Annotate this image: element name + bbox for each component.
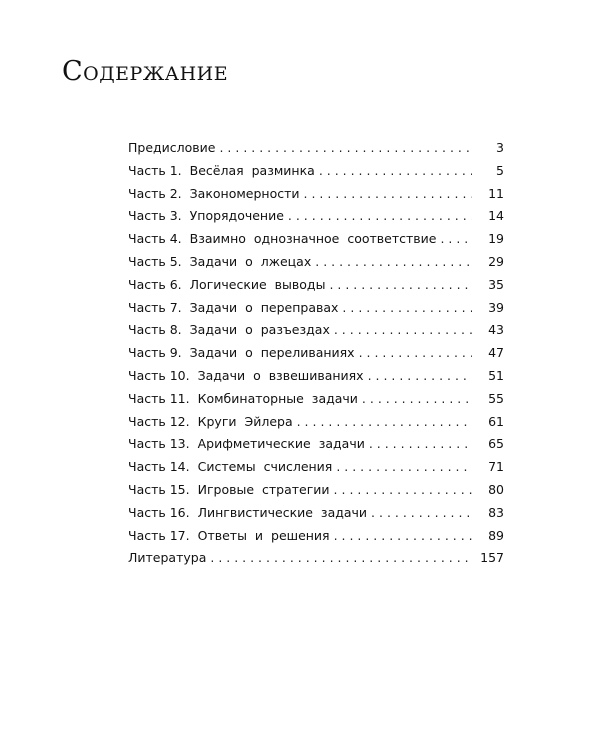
toc-entry-page-number: 83 xyxy=(488,504,504,520)
toc-entry-title: Задачи о переправах xyxy=(189,299,339,315)
toc-entry-title: Круги Эйлера xyxy=(197,413,293,429)
toc-dot-leader xyxy=(334,482,472,497)
toc-entry-page-number: 35 xyxy=(488,276,504,292)
toc-entry-title: Задачи о переливаниях xyxy=(189,345,355,361)
toc-entry-page-number: 71 xyxy=(488,459,504,475)
toc-entry-title: Упорядочение xyxy=(189,208,284,224)
toc-entry[interactable] xyxy=(128,208,504,231)
toc-entry-part-number: Часть 1. xyxy=(128,162,182,178)
toc-entry-part-number: Часть 11. xyxy=(128,390,190,406)
toc-entry[interactable] xyxy=(128,368,504,391)
toc-entry-part-number: Часть 10. xyxy=(128,367,190,383)
toc-entry-page-number: 55 xyxy=(488,390,504,406)
toc-entry[interactable] xyxy=(128,436,504,459)
toc-entry[interactable] xyxy=(128,459,504,482)
toc-entry-part-number: Часть 17. xyxy=(128,527,190,543)
toc-entry[interactable] xyxy=(128,231,504,254)
toc-entry[interactable] xyxy=(128,345,504,368)
table-of-contents xyxy=(128,140,504,573)
toc-dot-leader xyxy=(315,254,472,269)
toc-dot-leader xyxy=(329,277,472,292)
toc-dot-leader xyxy=(334,528,472,543)
toc-entry-part-number: Часть 13. xyxy=(128,436,190,452)
toc-entry-page-number: 11 xyxy=(488,185,504,201)
toc-entry-part-number: Часть 3. xyxy=(128,208,182,224)
toc-dot-leader xyxy=(369,436,472,451)
toc-entry-title: Ответы и решения xyxy=(197,527,330,543)
toc-dot-leader xyxy=(334,322,472,337)
toc-entry-page-number: 47 xyxy=(488,345,504,361)
toc-dot-leader xyxy=(210,550,472,565)
toc-entry-part-number: Часть 9. xyxy=(128,345,182,361)
toc-entry-page-number: 43 xyxy=(488,322,504,338)
toc-entry-title: Логические выводы xyxy=(189,276,326,292)
toc-entry[interactable] xyxy=(128,528,504,551)
toc-entry-title: Задачи о лжецах xyxy=(189,253,312,269)
toc-entry-title: Взаимно однозначное соответствие xyxy=(189,231,437,247)
toc-dot-leader xyxy=(359,345,472,360)
toc-entry-part-number: Часть 8. xyxy=(128,322,182,338)
toc-entry[interactable] xyxy=(128,300,504,323)
toc-entry-title: Весёлая разминка xyxy=(189,162,315,178)
toc-entry[interactable] xyxy=(128,186,504,209)
toc-entry-page-number: 61 xyxy=(488,413,504,429)
toc-entry-title: Задачи о взвешиваниях xyxy=(197,367,364,383)
toc-entry-part-number: Часть 6. xyxy=(128,276,182,292)
toc-entry-title: Арифметические задачи xyxy=(197,436,365,452)
toc-dot-leader xyxy=(336,459,472,474)
toc-dot-leader xyxy=(304,186,472,201)
toc-entry[interactable] xyxy=(128,140,504,163)
toc-entry-title: Игровые стратегии xyxy=(197,481,330,497)
toc-dot-leader xyxy=(368,368,472,383)
toc-entry[interactable] xyxy=(128,505,504,528)
toc-dot-leader xyxy=(440,231,472,246)
toc-entry-page-number: 39 xyxy=(488,299,504,315)
toc-entry[interactable] xyxy=(128,414,504,437)
toc-entry-part-number: Часть 2. xyxy=(128,185,182,201)
toc-entry-page-number: 51 xyxy=(488,367,504,383)
toc-dot-leader xyxy=(371,505,472,520)
toc-entry-title: Системы счисления xyxy=(197,459,333,475)
toc-entry-title: Лингвистические задачи xyxy=(197,504,368,520)
toc-entry-title: Задачи о разъездах xyxy=(189,322,330,338)
toc-entry[interactable] xyxy=(128,482,504,505)
toc-entry-title: Литература xyxy=(128,550,207,566)
toc-entry-part-number: Часть 7. xyxy=(128,299,182,315)
toc-entry-page-number: 80 xyxy=(488,481,504,497)
toc-entry[interactable] xyxy=(128,163,504,186)
toc-entry-page-number: 5 xyxy=(496,162,504,178)
toc-entry-part-number: Часть 14. xyxy=(128,459,190,475)
toc-entry-part-number: Часть 4. xyxy=(128,231,182,247)
toc-entry-page-number: 29 xyxy=(488,253,504,269)
toc-entry-title: Закономерности xyxy=(189,185,300,201)
toc-dot-leader xyxy=(362,391,472,406)
toc-entry-part-number: Часть 5. xyxy=(128,253,182,269)
toc-entry-page-number: 89 xyxy=(488,527,504,543)
toc-entry[interactable] xyxy=(128,550,504,573)
toc-entry-page-number: 3 xyxy=(496,140,504,155)
toc-entry-part-number: Часть 16. xyxy=(128,504,190,520)
toc-entry[interactable] xyxy=(128,322,504,345)
toc-dot-leader xyxy=(219,140,472,155)
toc-entry-page-number: 157 xyxy=(480,550,504,566)
toc-dot-leader xyxy=(288,208,472,223)
page-title: Содержание xyxy=(62,56,229,87)
toc-entry-part-number: Часть 15. xyxy=(128,481,190,497)
toc-entry[interactable] xyxy=(128,277,504,300)
toc-entry-page-number: 14 xyxy=(488,208,504,224)
toc-entry[interactable] xyxy=(128,254,504,277)
toc-entry[interactable] xyxy=(128,391,504,414)
toc-entry-page-number: 19 xyxy=(488,231,504,247)
toc-dot-leader xyxy=(342,300,472,315)
toc-entry-part-number: Часть 12. xyxy=(128,413,190,429)
toc-dot-leader xyxy=(297,414,472,429)
toc-entry-title: Комбинаторные задачи xyxy=(197,390,358,406)
toc-entry-page-number: 65 xyxy=(488,436,504,452)
toc-entry-title: Предисловие xyxy=(128,140,216,155)
toc-dot-leader xyxy=(319,163,472,178)
